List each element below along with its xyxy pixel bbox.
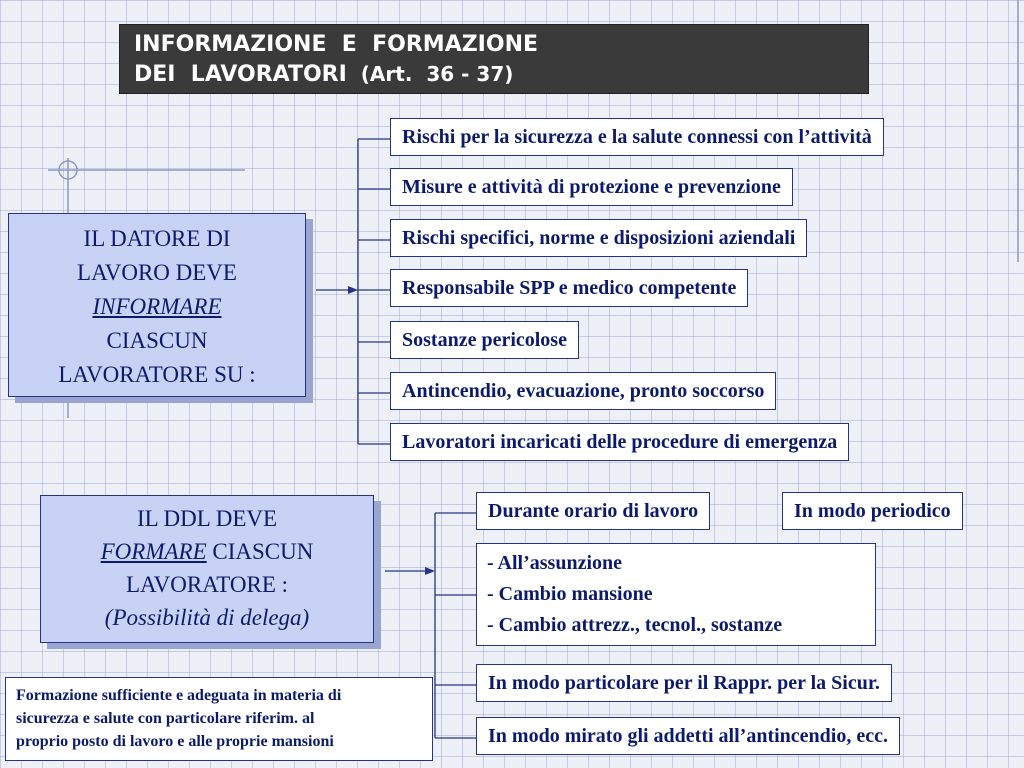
train-item-periodic: In modo periodico — [782, 492, 963, 530]
title-box — [119, 24, 869, 94]
inform-line: LAVORO DEVE — [77, 260, 237, 285]
delegation-note: (Possibilità di delega) — [104, 605, 310, 630]
train-item-rls: In modo particolare per il Rappr. per la Sicur. — [476, 664, 892, 702]
train-when-line: - Cambio attrezz., tecnol., sostanze — [487, 614, 783, 636]
train-main-box — [40, 495, 374, 643]
inform-line: LAVORATORE SU : — [58, 362, 256, 387]
train-line — [41, 535, 373, 568]
train-line-rest: CIASCUN — [206, 539, 314, 564]
inform-item-measures: Misure e attività di protezione e prevenzione — [390, 168, 793, 206]
title-line-1: INFORMAZIONE E FORMAZIONE — [134, 32, 539, 57]
inform-main-box — [8, 213, 306, 397]
inform-item-emergency: Lavoratori incaricati delle procedure di emergenza — [390, 423, 849, 461]
note-line: Formazione sufficiente e adeguata in materia di — [16, 687, 342, 704]
training-note-box — [5, 677, 433, 761]
note-line: sicurezza e salute con particolare riferim. al — [16, 710, 315, 727]
train-when-line: - Cambio mansione — [487, 583, 653, 605]
inform-item-risks: Rischi per la sicurezza e la salute connessi con l’attività — [390, 118, 884, 156]
inform-line: IL DATORE DI — [83, 226, 231, 251]
inform-line: CIASCUN — [106, 328, 208, 353]
train-item-fire: In modo mirato gli addetti all’antincendio, ecc. — [476, 717, 900, 755]
train-item-during-hours: Durante orario di lavoro — [476, 492, 710, 530]
arrow-head-icon — [348, 286, 358, 294]
train-item-when — [476, 543, 876, 646]
inform-item-fire: Antincendio, evacuazione, pronto soccorso — [390, 372, 776, 410]
inform-keyword: INFORMARE — [92, 294, 222, 319]
train-keyword: FORMARE — [100, 539, 207, 564]
inform-item-spp: Responsabile SPP e medico competente — [390, 269, 748, 307]
inform-item-substances: Sostanze pericolose — [390, 321, 579, 359]
train-when-line: - All’assunzione — [487, 552, 623, 574]
title-line-2 — [134, 59, 854, 90]
article-reference: (Art. 36 - 37) — [360, 62, 514, 86]
arrow-head-icon — [425, 567, 435, 575]
train-line: LAVORATORE : — [125, 572, 289, 597]
inform-item-specific-risks: Rischi specifici, norme e disposizioni aziendali — [390, 219, 807, 257]
train-line: IL DDL DEVE — [136, 506, 278, 531]
note-line: proprio posto di lavoro e alle proprie mansioni — [16, 733, 334, 750]
title-text: DEI LAVORATORI — [134, 62, 347, 87]
